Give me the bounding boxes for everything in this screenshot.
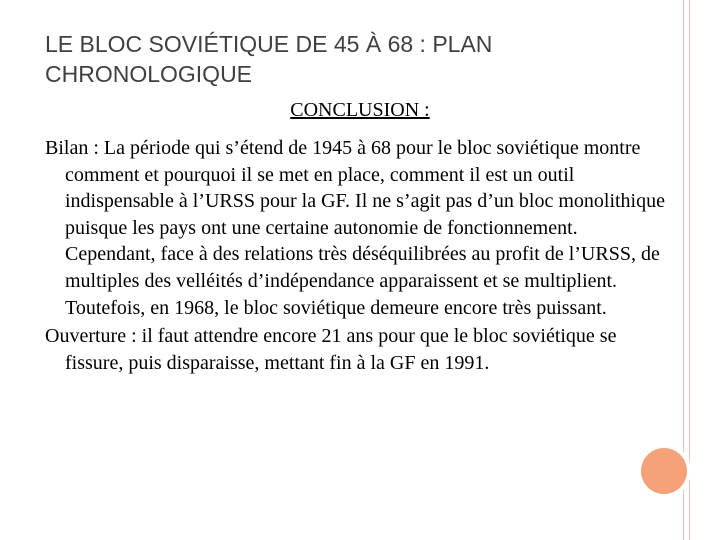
section-heading: CONCLUSION : [290,99,430,121]
slide-body [45,135,665,376]
decorative-rule-right [689,0,690,540]
paragraph-ouverture: Ouverture : il faut attendre encore 21 ans pour que le bloc soviétique se fissure, puis disparaisse, mettant fin à la GF en 1991. [45,325,617,374]
paragraph-bilan: Bilan : La période qui s’étend de 1945 à 68 pour le bloc soviétique montre comment et pourquoi il se met en place, comment il est un outil indispensable à l’URSS pour la GF. Il ne s’agit pas d’un bloc monolithique puisque les pays ont une certaine autonomie de fonctionnement. Cependant, face à des relations très déséquilibrées au profit de l’URSS, de multiples des velléités d’indépendance apparaissent et se multiplient. Toutefois, en 1968, le bloc soviétique demeure encore très puissant. [45,137,665,319]
slide-title: LE BLOC SOVIÉTIQUE DE 45 À 68 : PLAN CHRONOLOGIQUE [45,31,493,87]
decorative-circle [641,448,687,494]
